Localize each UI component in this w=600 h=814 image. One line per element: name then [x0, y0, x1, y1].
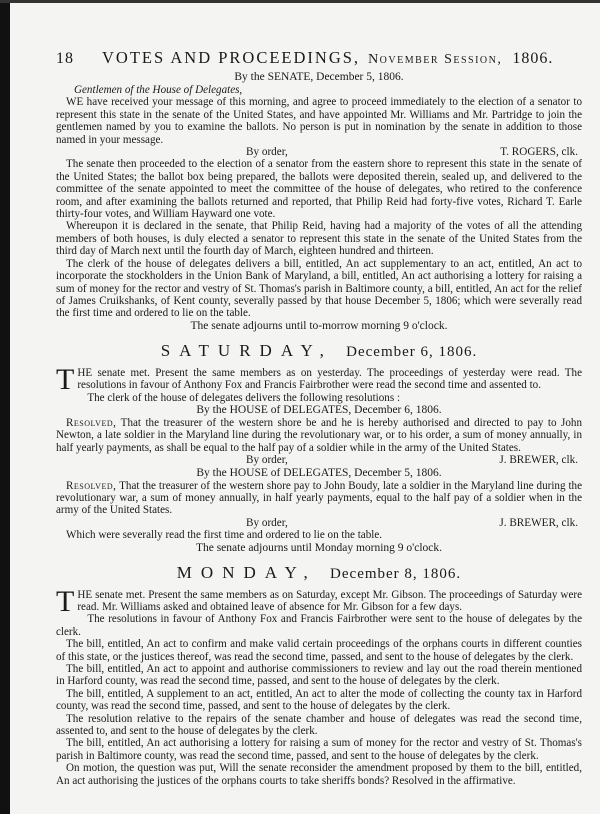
orphans-courts-bill: The bill, entitled, An act to confirm and make valid certain proceedings of the orphans courts in different counties of this state, or the justices thereof, was read the second time, passed, and sent to the house of delegates by the clerk.: [56, 638, 582, 663]
by-order-label: By order,: [246, 146, 288, 159]
signature-brewer-2: [56, 517, 582, 529]
senate-message: WE have received your message of this morning, and agree to proceed immediately to the election of a senator to represent this state in the senate of the United States, and have appointed Mr. Williams and Mr. Partridge to join the gentlemen named by you to examine the ballots. No person is put in nomination by the senate in addition to those named in your message.: [56, 96, 582, 146]
harford-tax-bill: The bill, entitled, A supplement to an act, entitled, An act to alter the mode of collecting the county tax in Harford county, was read the second time, passed, and sent to the house of delegates by the clerk.: [56, 687, 582, 713]
adjourn-line: The senate adjourns until Monday morning 9 o'clock.: [195, 541, 443, 554]
monday-opening: THE senate met. Present the same members as on Saturday, except Mr. Gibson. The proceedings of Saturday were read. Mr. Williams asked and obtained leave of absence for Mr. Gibson for a few days.: [56, 584, 582, 618]
election-paragraph: The senate then proceeded to the election of a senator from the eastern shore to represent this state in the senate of the United States; the ballot box being prepared, the ballots were deposited therein, sealed up, and delivered to the committee of the senate appointed to meet the committee of the house of delegates, who retired to the conference room, and after examining the ballots returned and reported, that Philip Reid had forty-five votes, Richard T. Earle thirty-four votes, and William Hayward one vote.: [56, 158, 582, 221]
senate-chamber-resolution: The resolution relative to the repairs of the senate chamber and house of delegates was read the second time, assented to, and sent to the house of delegates by the clerk.: [56, 712, 582, 738]
drop-cap: T: [56, 584, 75, 618]
bills-paragraph: The clerk of the house of delegates delivers a bill, entitled, An act supplementary to an act, entitled, An act to incorporate the stockholders in the Union Bank of Maryland, a bill, entitled, An act authorising a lottery for raising a sum of money for the rector and vestry of St. Thomas's parish in Baltimore county, a bill, entitled, An act for the relief of James Cruikshanks, of Kent county, severally passed by that house December 5, 1806; which were severally read the first time and ordered to lie on the table.: [56, 257, 582, 320]
resolutions-sent: The resolutions in favour of Anthony Fox and Francis Fairbrother were sent to the house of delegates by the clerk.: [56, 613, 582, 638]
scan-top-edge: [0, 0, 600, 3]
resolution-boudy: Resolved, That the treasurer of the western shore pay to John Boudy, late a soldier in the Maryland line during the revolutionary war, a sum of money annually, in half yearly payments, equal to the half pay of a soldier when in the army of the United States.: [56, 479, 582, 517]
clerk-name: T. ROGERS, clk.: [500, 146, 578, 159]
day-date: December 8, 1806.: [330, 565, 462, 582]
signature-rogers: [56, 146, 582, 158]
page-number: 18: [56, 50, 74, 67]
lottery-bill: The bill, entitled, An act authorising a lottery for raising a sum of money for the rector and vestry of St. Thomas's parish in Baltimore county, was read the second time, passed, and sent to the house of delegates by the clerk.: [56, 737, 582, 762]
saturday-heading: [56, 341, 582, 361]
house-by-line-2: By the HOUSE of DELEGATES, December 5, 1806.: [196, 466, 442, 479]
senate-by-line: By the SENATE, December 5, 1806.: [234, 71, 404, 83]
reconsider-motion: On motion, the question was put, Will the senate reconsider the amendment proposed by them to the bill, entitled, An act authorising the justices of the orphans courts to take sheriffs bonds? Resolved in the affirmative.: [56, 762, 582, 787]
day-title: MONDAY,: [176, 562, 317, 582]
read-first-time: Which were severally read the first time and ordered to lie on the table.: [66, 529, 383, 542]
drop-cap: T: [56, 362, 75, 396]
running-year: 1806.: [512, 50, 554, 67]
by-order-label: By order,: [246, 454, 288, 467]
house-by-line-1: By the HOUSE of DELEGATES, December 6, 1806.: [196, 403, 442, 416]
scan-edge: [0, 0, 10, 814]
resolution-newton: Resolved, That the treasurer of the western shore be and he is hereby authorised and directed to pay to John Newton, a late soldier in the Maryland line during the revolutionary war, or to his order, a sum of money annually, in half yearly payments, as shall be equal to the half pay of a soldier while in the army of the United States.: [56, 416, 582, 454]
running-head: [56, 48, 582, 68]
by-order-label: By order,: [246, 516, 288, 529]
clerk-name: J. BREWER, clk.: [499, 516, 578, 529]
monday-heading: [56, 563, 582, 583]
clerk-delivers: The clerk of the house of delegates delivers the following resolutions :: [87, 391, 401, 404]
salutation: Gentlemen of the House of Delegates,: [74, 84, 243, 96]
declaration-paragraph: Whereupon it is declared in the senate, that Philip Reid, having had a majority of the votes of all the attending members of both houses, is duly elected a senator to represent this state in the senate of the United States from the third day of March next until the fourth day of March, eighteen hundred and thirteen.: [56, 220, 582, 258]
day-title: SATURDAY,: [160, 340, 333, 360]
signature-brewer-1: [56, 454, 582, 466]
day-date: December 6, 1806.: [346, 343, 478, 360]
running-session: November Session,: [368, 52, 503, 67]
harford-road-bill: The bill, entitled, An act to appoint and authorise commissioners to review and lay out the road therein mentioned in Harford county, was read the second time, passed, and sent to the house of delegates by the clerk.: [56, 663, 582, 688]
clerk-name: J. BREWER, clk.: [499, 454, 578, 467]
adjourn-line: The senate adjourns until to-morrow morning 9 o'clock.: [190, 319, 448, 332]
running-title: VOTES AND PROCEEDINGS,: [102, 48, 361, 67]
saturday-opening: THE senate met. Present the same members as on yesterday. The proceedings of yesterday were read. The resolutions in favour of Anthony Fox and Francis Fairbrother were read the second time and assented to.: [56, 362, 582, 396]
